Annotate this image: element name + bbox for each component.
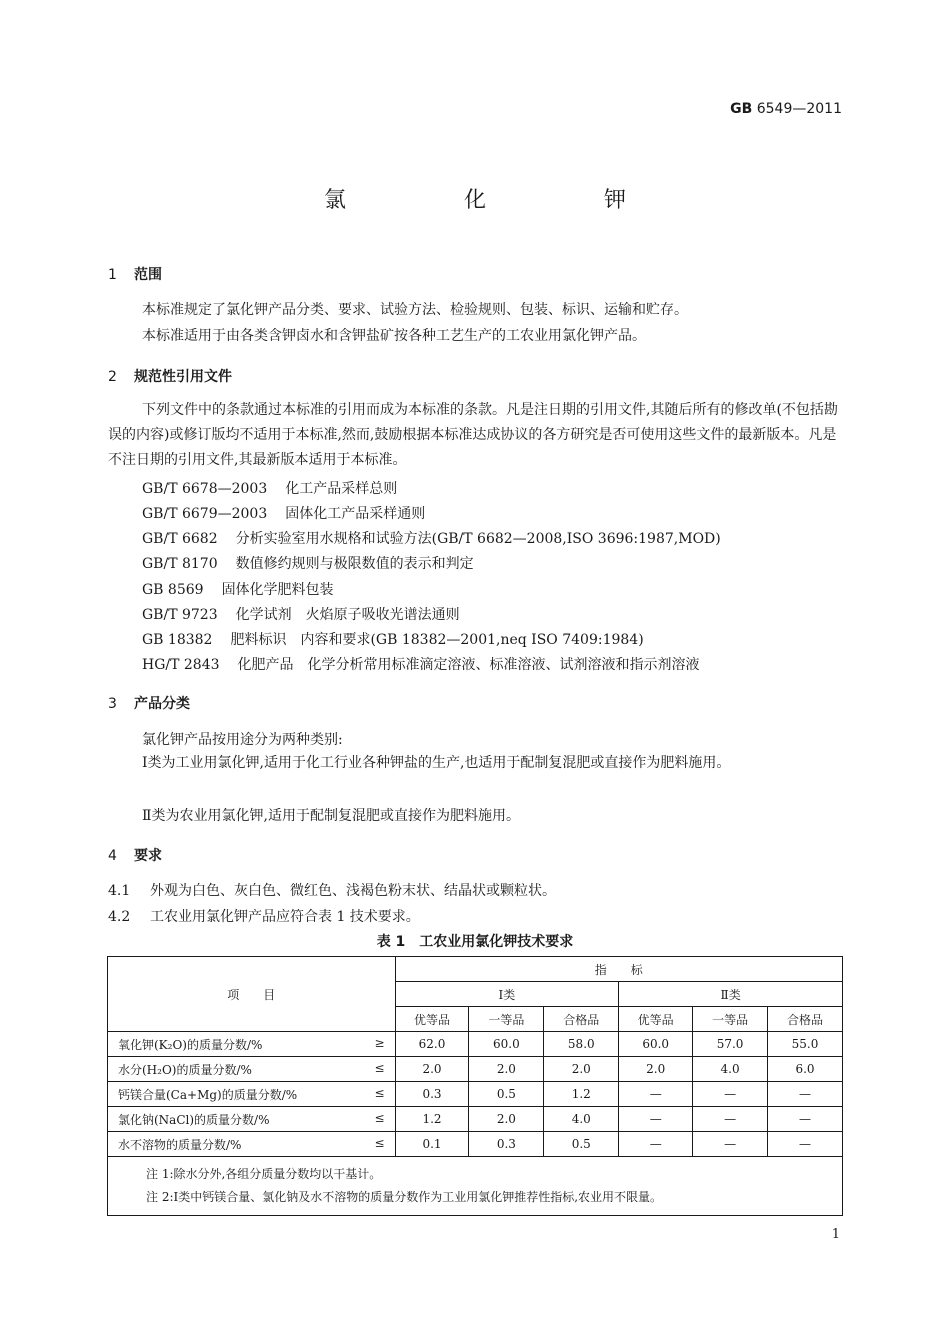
- comparison-symbol: ≥: [374, 1036, 385, 1050]
- table-cell: 0.1: [395, 1132, 469, 1157]
- reference-item: [142, 553, 474, 573]
- table-cell: 62.0: [395, 1032, 469, 1057]
- section-2-title: 规范性引用文件: [134, 369, 232, 385]
- reference-code: GB/T 6679—2003: [142, 506, 268, 522]
- comparison-symbol: ≤: [374, 1061, 385, 1075]
- table-cell: 2.0: [469, 1057, 544, 1082]
- clause-4-1: [108, 880, 556, 900]
- grade-header: 合格品: [768, 1007, 843, 1032]
- table-caption: 表 1 工农业用氯化钾技术要求: [376, 934, 574, 950]
- table-cell: —: [768, 1107, 843, 1132]
- reference-code: GB 8569: [142, 582, 204, 598]
- table-cell: —: [693, 1082, 768, 1107]
- reference-item: [142, 629, 644, 649]
- section-1-heading: [108, 264, 162, 284]
- reference-item: [142, 478, 397, 498]
- section-4-number: 4: [108, 848, 117, 864]
- table-cell: 60.0: [619, 1032, 693, 1057]
- table-notes-row: [108, 1157, 843, 1216]
- table-cell: —: [619, 1132, 693, 1157]
- table-cell: 1.2: [395, 1107, 469, 1132]
- table-header-class-1: Ⅰ类: [395, 982, 619, 1007]
- comparison-symbol: ≤: [374, 1136, 385, 1150]
- row-label: 水不溶物的质量分数/%: [118, 1137, 242, 1152]
- table-cell: 6.0: [768, 1057, 843, 1082]
- table-notes: [108, 1157, 843, 1216]
- row-label: 钙镁合量(Ca+Mg)的质量分数/%: [118, 1087, 298, 1102]
- section-2-number: 2: [108, 369, 117, 385]
- reference-item: [142, 503, 425, 523]
- clause-4-1-text: 外观为白色、灰白色、微红色、浅褐色粉末状、结晶状或颗粒状。: [150, 883, 556, 899]
- section-1-number: 1: [108, 267, 117, 283]
- table-cell: 2.0: [395, 1057, 469, 1082]
- row-label-cell: [108, 1032, 396, 1057]
- comparison-symbol: ≤: [374, 1111, 385, 1125]
- table-cell: —: [619, 1082, 693, 1107]
- reference-item: [142, 528, 721, 548]
- section-3-para-3: Ⅱ类为农业用氯化钾,适用于配制复混肥或直接作为肥料施用。: [142, 808, 520, 824]
- reference-name: 化学试剂 火焰原子吸收光谱法通则: [235, 607, 460, 623]
- reference-code: HG/T 2843: [142, 657, 220, 673]
- reference-item: [142, 579, 334, 599]
- table-row: [108, 1082, 843, 1107]
- table-cell: —: [768, 1132, 843, 1157]
- row-label: 水分(H₂O)的质量分数/%: [118, 1062, 252, 1077]
- section-2-heading: [108, 366, 232, 386]
- reference-code: GB/T 6682: [142, 531, 218, 547]
- section-4-heading: [108, 845, 162, 865]
- table-cell: 2.0: [619, 1057, 693, 1082]
- reference-code: GB 18382: [142, 632, 213, 648]
- reference-code: GB/T 8170: [142, 556, 218, 572]
- reference-item: [142, 654, 700, 674]
- reference-name: 化肥产品 化学分析常用标准滴定溶液、标准溶液、试剂溶液和指示剂溶液: [237, 657, 700, 673]
- grade-header: 优等品: [395, 1007, 469, 1032]
- table-header-class-2: Ⅱ类: [619, 982, 843, 1007]
- clause-4-2: [108, 906, 420, 926]
- reference-name: 数值修约规则与极限数值的表示和判定: [235, 556, 474, 572]
- table-cell: 0.3: [469, 1132, 544, 1157]
- table-row: [108, 1132, 843, 1157]
- section-1-para-1: 本标准规定了氯化钾产品分类、要求、试验方法、检验规则、包装、标识、运输和贮存。: [142, 302, 688, 318]
- document-title: 氯 化 钾: [323, 188, 674, 213]
- reference-name: 固体化学肥料包装: [221, 582, 334, 598]
- table-cell: —: [619, 1107, 693, 1132]
- table-note-2: 注 2:Ⅰ类中钙镁合量、氯化钠及水不溶物的质量分数作为工业用氯化钾推荐性指标,农业用不限量。: [146, 1190, 663, 1204]
- table-cell: 4.0: [693, 1057, 768, 1082]
- section-3-number: 3: [108, 696, 117, 712]
- table-cell: 2.0: [469, 1107, 544, 1132]
- reference-name: 肥料标识 内容和要求(GB 18382—2001,neq ISO 7409:1984): [230, 632, 644, 648]
- standard-code-prefix: GB: [730, 101, 753, 117]
- reference-name: 分析实验室用水规格和试验方法(GB/T 6682—2008,ISO 3696:1987,MOD): [235, 531, 721, 547]
- comparison-symbol: ≤: [374, 1086, 385, 1100]
- table-cell: 0.5: [469, 1082, 544, 1107]
- grade-header: 一等品: [693, 1007, 768, 1032]
- table-cell: 4.0: [544, 1107, 619, 1132]
- table-cell: 1.2: [544, 1082, 619, 1107]
- page-number: 1: [831, 1227, 840, 1242]
- clause-4-2-number: 4.2: [108, 909, 131, 925]
- reference-code: GB/T 9723: [142, 607, 218, 623]
- table-cell: 2.0: [544, 1057, 619, 1082]
- table-cell: 57.0: [693, 1032, 768, 1057]
- table-cell: 55.0: [768, 1032, 843, 1057]
- clause-4-2-text: 工农业用氯化钾产品应符合表 1 技术要求。: [150, 909, 420, 925]
- grade-header: 合格品: [544, 1007, 619, 1032]
- reference-code: GB/T 6678—2003: [142, 481, 268, 497]
- table-cell: 58.0: [544, 1032, 619, 1057]
- reference-name: 固体化工产品采样通则: [285, 506, 426, 522]
- section-2-intro: [108, 398, 842, 473]
- section-4-title: 要求: [134, 848, 162, 864]
- row-label: 氧化钾(K₂O)的质量分数/%: [118, 1037, 263, 1052]
- row-label-cell: [108, 1082, 396, 1107]
- table-cell: —: [693, 1132, 768, 1157]
- grade-header: 优等品: [619, 1007, 693, 1032]
- table-cell: 0.3: [395, 1082, 469, 1107]
- section-3-para-2-text: Ⅰ类为工业用氯化钾,适用于化工行业各种钾盐的生产,也适用于配制复混肥或直接作为肥料施用。: [142, 755, 731, 771]
- table-row: [108, 1057, 843, 1082]
- section-3-title: 产品分类: [134, 696, 190, 712]
- section-1-title: 范围: [134, 267, 162, 283]
- table-row: [108, 1032, 843, 1057]
- section-2-intro-text: 下列文件中的条款通过本标准的引用而成为本标准的条款。凡是注日期的引用文件,其随后所有的修改单(不包括勘误的内容)或修订版均不适用于本标准,然而,鼓励根据本标准达成协议的各方研究是否可使用这些文件的最新版本。凡是不注日期的引用文件,其最新版本适用于本标准。: [108, 402, 838, 468]
- table-cell: —: [693, 1107, 768, 1132]
- row-label: 氯化钠(NaCl)的质量分数/%: [118, 1112, 270, 1127]
- clause-4-1-number: 4.1: [108, 883, 131, 899]
- table-header-index: 指 标: [395, 957, 842, 982]
- section-3-para-2: [108, 751, 842, 776]
- table-cell: 0.5: [544, 1132, 619, 1157]
- table-cell: —: [768, 1082, 843, 1107]
- table-note-1: 注 1:除水分外,各组分质量分数均以干基计。: [146, 1167, 382, 1181]
- table-row: [108, 1107, 843, 1132]
- row-label-cell: [108, 1132, 396, 1157]
- table-cell: 60.0: [469, 1032, 544, 1057]
- row-label-cell: [108, 1107, 396, 1132]
- grade-header: 一等品: [469, 1007, 544, 1032]
- standard-code-number: 6549—2011: [756, 101, 842, 117]
- section-3-para-1: 氯化钾产品按用途分为两种类别:: [142, 732, 343, 748]
- row-label-cell: [108, 1057, 396, 1082]
- spec-table: [107, 956, 843, 1216]
- reference-name: 化工产品采样总则: [285, 481, 398, 497]
- standard-code: [730, 101, 842, 117]
- section-1-para-2: 本标准适用于由各类含钾卤水和含钾盐矿按各种工艺生产的工农业用氯化钾产品。: [142, 328, 646, 344]
- reference-item: [142, 604, 460, 624]
- section-3-heading: [108, 693, 190, 713]
- table-header-item: 项 目: [108, 957, 396, 1032]
